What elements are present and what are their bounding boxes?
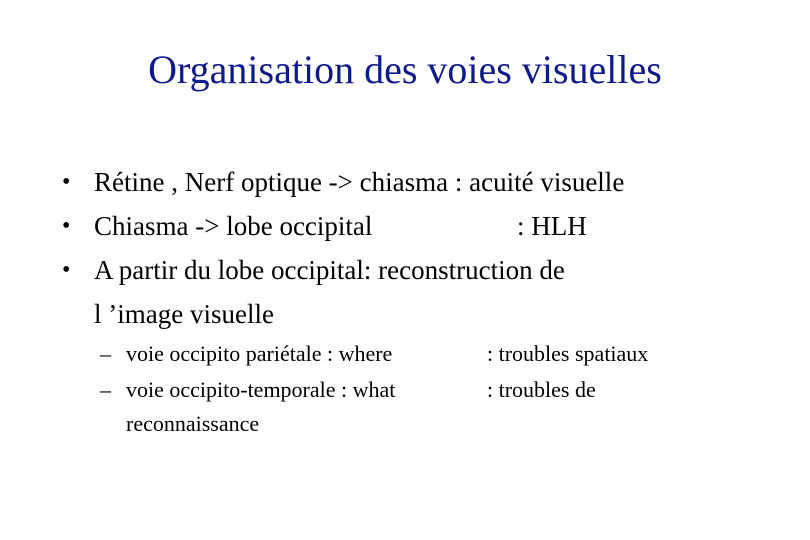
bullet-marker: • [62,169,71,195]
sub-bullet-annotation: : troubles de [487,377,596,402]
bullet-marker: • [62,257,71,283]
bullet-text: Rétine , Nerf optique -> chiasma : acuité visuelle [94,167,625,197]
slide-title: Organisation des voies visuelles [148,47,662,92]
sub-bullet-text: voie occipito pariétale : where [126,341,393,366]
sub-bullet-text-continuation: reconnaissance [126,411,260,436]
bullet-text: Chiasma -> lobe occipital [94,211,373,241]
bullet-annotation: : HLH [517,211,587,241]
sub-bullet-annotation: : troubles spatiaux [487,341,649,366]
sub-bullet-list [100,336,780,440]
bullet-marker: • [62,213,71,239]
bullet-item-lobe-occipital [62,248,782,336]
bullet-item-chiasma [62,204,782,248]
sub-bullet-marker: – [100,341,111,366]
sub-bullet-marker: – [100,377,111,402]
sub-bullet-text: voie occipito-temporale : what [126,377,396,402]
bullet-text: A partir du lobe occipital: reconstruction de [94,255,565,285]
bullet-text-continuation: l ’image visuelle [94,299,274,329]
sub-bullet-item-parietale [100,336,780,372]
bullet-item-retine [62,160,782,204]
sub-bullet-item-temporale [100,372,780,440]
bullet-list [62,160,782,336]
